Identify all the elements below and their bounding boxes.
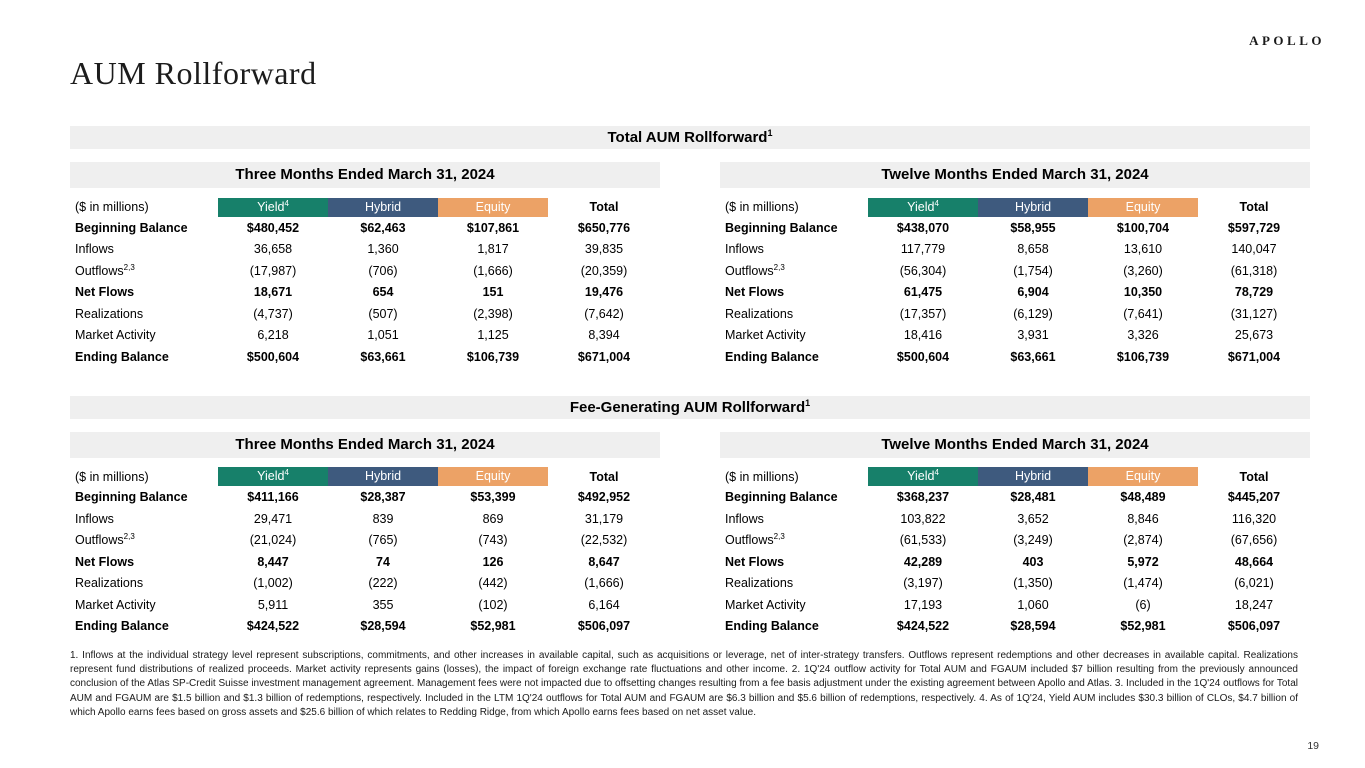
table-row [70, 551, 660, 573]
row-label-text: Market Activity [725, 328, 806, 343]
row-label [70, 350, 218, 364]
total-column-header: Total [1239, 200, 1269, 214]
cell-value: (22,532) [580, 533, 628, 548]
cell-value: $100,704 [1116, 220, 1170, 235]
segment-label: Hybrid [364, 199, 402, 214]
segment-header-equity [1088, 198, 1198, 217]
table-row [70, 594, 660, 616]
row-label [70, 285, 218, 299]
cell-value: 654 [372, 285, 394, 300]
cell-value: $445,207 [1227, 490, 1281, 505]
cell-value: (61,533) [899, 533, 947, 548]
row-label [70, 619, 218, 633]
row-label [70, 264, 218, 278]
segment-label: Yield [257, 199, 285, 214]
cell-value: (3,249) [1013, 533, 1053, 548]
row-label [70, 533, 218, 547]
cell-value: (102) [478, 597, 508, 612]
row-label [720, 533, 868, 547]
cell-value: $28,594 [360, 619, 406, 634]
segment-label: Yield [907, 199, 935, 214]
cell-value: (20,359) [580, 263, 628, 278]
table-header-row [720, 197, 1310, 217]
cell-value: $500,604 [896, 349, 950, 364]
unit-label: ($ in millions) [725, 200, 799, 214]
row-label [70, 555, 218, 569]
cell-value: (4,737) [253, 306, 293, 321]
cell-value: 3,326 [1127, 328, 1159, 343]
unit-label: ($ in millions) [75, 469, 149, 484]
row-label-text: Inflows [75, 511, 114, 526]
cell-value: $106,739 [466, 349, 520, 364]
segment-label: Hybrid [1014, 199, 1052, 214]
section-title: Total AUM Rollforward [607, 129, 768, 146]
row-label-text: Inflows [75, 242, 114, 257]
cell-value: 18,247 [1234, 597, 1274, 612]
cell-value: 1,360 [367, 242, 399, 257]
cell-value: (7,641) [1123, 306, 1163, 321]
total-column-header: Total [1239, 469, 1269, 484]
segment-header-hybrid [328, 467, 438, 486]
row-label-text: Ending Balance [75, 349, 169, 364]
cell-value: 6,904 [1017, 285, 1049, 300]
segment-label: Hybrid [1014, 469, 1052, 483]
table-row [70, 303, 660, 325]
segment-label: Equity [1125, 469, 1161, 483]
cell-value: 78,729 [1234, 285, 1274, 300]
row-label [720, 490, 868, 504]
segment-label: Equity [1125, 199, 1161, 214]
cell-value: 48,664 [1234, 554, 1274, 569]
cell-value: 3,652 [1017, 511, 1049, 526]
cell-value: (3,197) [903, 576, 943, 591]
cell-value: 103,822 [900, 511, 946, 526]
row-label-text: Net Flows [725, 285, 785, 300]
row-label [720, 350, 868, 364]
segment-header-yield [218, 467, 328, 486]
table-fgaum-twelve-months [720, 432, 1310, 638]
cell-value: (2,874) [1123, 533, 1163, 548]
cell-value: (6) [1135, 597, 1151, 612]
cell-value: 8,658 [1017, 242, 1049, 257]
cell-value: 1,817 [477, 242, 509, 257]
cell-value: $597,729 [1227, 220, 1281, 235]
footnotes: 1. Inflows at the individual strategy level represent subscriptions, commitments, and other increases in available capital, such as acquisitions or leverage, net of inter-strategy transfers. Outflows represent redemptions and other decreases in available capital. Realizations represent fund distributions of realized proceeds. Market activity represents gains (losses), the impact of foreign exchange rate fluctuations and other income. 2. 1Q'24 outflow activity for Total AUM and FGAUM included $7 billion resulting from the previously announced conclusion of the Atlas SP-Credit Suisse investment management agreement. Management fees were not impacted due to offsetting changes resulting from a fee basis adjustment under the existing agreement between Apollo and Atlas. 3. Included in the 1Q'24 outflows for Total AUM and FGAUM are $1.5 billion and $1.3 billion of redemptions, respectively. Included in the LTM 1Q'24 outflows for Total AUM and FGAUM are $6.3 billion and $5.6 billion of redemptions, respectively. 4. As of 1Q'24, Yield AUM includes $30.3 billion of CLOs, $4.7 billion of which Apollo earns fees based on gross assets and $25.6 billion of which relates to Redding Ridge, from which Apollo earns fees based on net asset value. [70, 650, 1298, 718]
section-title-band [70, 396, 1310, 419]
table-fgaum-three-months [70, 432, 660, 638]
period-title: Three Months Ended March 31, 2024 [70, 432, 660, 458]
cell-value: 8,447 [257, 554, 289, 569]
cell-value: (17,357) [899, 306, 947, 321]
table-row [70, 217, 660, 239]
row-label-text: Beginning Balance [725, 220, 838, 235]
table-row [720, 573, 1310, 595]
segment-label: Equity [475, 469, 511, 483]
cell-value: $500,604 [246, 349, 300, 364]
cell-value: 839 [372, 511, 394, 526]
row-label [70, 490, 218, 504]
segment-footnote-ref: 4 [284, 198, 289, 208]
row-label-text: Ending Balance [75, 619, 169, 634]
cell-value: 13,610 [1123, 242, 1163, 257]
cell-value: $52,981 [470, 619, 516, 634]
cell-value: (2,398) [473, 306, 513, 321]
unit-label: ($ in millions) [725, 469, 799, 484]
cell-value: 5,972 [1127, 554, 1159, 569]
cell-value: 39,835 [584, 242, 624, 257]
cell-value: 10,350 [1123, 285, 1163, 300]
segment-header-equity [438, 467, 548, 486]
segment-header-yield [218, 198, 328, 217]
row-label [70, 576, 218, 590]
cell-value: 8,846 [1127, 511, 1159, 526]
table-total-aum-three-months [70, 162, 660, 368]
cell-value: $63,661 [1010, 349, 1056, 364]
row-label-text: Beginning Balance [725, 490, 838, 505]
cell-value: (1,474) [1123, 576, 1163, 591]
cell-value: 3,931 [1017, 328, 1049, 343]
row-label-text: Outflows [725, 263, 774, 278]
row-footnote-ref: 2,3 [773, 262, 785, 272]
row-label [720, 555, 868, 569]
cell-value: 19,476 [584, 285, 624, 300]
section-tables [70, 162, 1310, 368]
cell-value: $58,955 [1010, 220, 1056, 235]
section-title-footnote-ref: 1 [767, 128, 773, 138]
segment-header-hybrid [328, 198, 438, 217]
segment-header-hybrid [978, 198, 1088, 217]
cell-value: $107,861 [466, 220, 520, 235]
cell-value: 6,218 [257, 328, 289, 343]
row-label [720, 619, 868, 633]
table-header-row [70, 467, 660, 487]
cell-value: (743) [478, 533, 508, 548]
cell-value: $424,522 [246, 619, 300, 634]
cell-value: (61,318) [1230, 263, 1278, 278]
row-label [720, 576, 868, 590]
row-label-text: Ending Balance [725, 619, 819, 634]
cell-value: 25,673 [1234, 328, 1274, 343]
cell-value: (67,656) [1230, 533, 1278, 548]
row-label-text: Inflows [725, 242, 764, 257]
cell-value: $53,399 [470, 490, 516, 505]
cell-value: 140,047 [1231, 242, 1277, 257]
table-row [720, 260, 1310, 282]
cell-value: 1,051 [367, 328, 399, 343]
cell-value: (442) [478, 576, 508, 591]
cell-value: $48,489 [1120, 490, 1166, 505]
cell-value: 29,471 [253, 511, 293, 526]
cell-value: (6,129) [1013, 306, 1053, 321]
table-row [720, 303, 1310, 325]
row-footnote-ref: 2,3 [773, 532, 785, 542]
cell-value: $506,097 [577, 619, 631, 634]
cell-value: $28,481 [1010, 490, 1056, 505]
table-row [70, 530, 660, 552]
row-label-text: Beginning Balance [75, 490, 188, 505]
cell-value: (765) [368, 533, 398, 548]
section-title: Fee-Generating AUM Rollforward [569, 398, 806, 416]
row-label [720, 598, 868, 612]
apollo-logo: APOLLO [1249, 33, 1325, 48]
row-label [720, 307, 868, 321]
cell-value: (1,002) [253, 576, 293, 591]
content-area [70, 126, 1310, 720]
aum-table [720, 467, 1310, 638]
cell-value: $671,004 [577, 349, 631, 364]
row-label-text: Market Activity [725, 597, 806, 612]
cell-value: 116,320 [1231, 511, 1277, 526]
table-row [70, 282, 660, 304]
section-fee-generating-aum [70, 396, 1310, 638]
row-label-text: Realizations [725, 306, 794, 321]
row-label [70, 307, 218, 321]
table-header-row [70, 197, 660, 217]
row-label-text: Ending Balance [725, 349, 819, 364]
segment-header-hybrid [978, 467, 1088, 486]
cell-value: 18,671 [253, 285, 293, 300]
row-label-text: Realizations [725, 576, 794, 591]
cell-value: 5,911 [257, 597, 289, 612]
segment-footnote-ref: 4 [934, 467, 939, 477]
row-label [720, 512, 868, 526]
table-row [70, 325, 660, 347]
cell-value: $424,522 [896, 619, 950, 634]
section-title-band [70, 126, 1310, 149]
row-label-text: Outflows [75, 533, 124, 548]
cell-value: $106,739 [1116, 349, 1170, 364]
row-label-text: Beginning Balance [75, 220, 188, 235]
cell-value: 18,416 [903, 328, 943, 343]
row-footnote-ref: 2,3 [123, 532, 135, 542]
cell-value: $671,004 [1227, 349, 1281, 364]
page-title: AUM Rollforward [70, 55, 317, 91]
segment-footnote-ref: 4 [934, 198, 939, 208]
row-label-text: Net Flows [75, 285, 135, 300]
section-title-footnote-ref: 1 [805, 397, 811, 408]
segment-header-equity [1088, 467, 1198, 486]
table-row [70, 508, 660, 530]
total-column-header: Total [589, 200, 619, 214]
table-row [70, 616, 660, 638]
cell-value: (6,021) [1234, 576, 1274, 591]
cell-value: (31,127) [1230, 306, 1278, 321]
table-row [70, 573, 660, 595]
row-label-text: Inflows [725, 511, 764, 526]
table-row [720, 594, 1310, 616]
period-title: Twelve Months Ended March 31, 2024 [720, 162, 1310, 188]
cell-value: $411,166 [247, 490, 299, 505]
row-label [720, 242, 868, 256]
row-label-text: Realizations [75, 576, 144, 591]
table-row [720, 487, 1310, 509]
cell-value: (21,024) [249, 533, 297, 548]
total-column-header: Total [589, 469, 619, 484]
cell-value: 17,193 [903, 597, 943, 612]
cell-value: 8,394 [588, 328, 620, 343]
table-row [720, 530, 1310, 552]
cell-value: $506,097 [1227, 619, 1281, 634]
cell-value: (1,350) [1013, 576, 1053, 591]
aum-table [70, 197, 660, 368]
cell-value: (507) [368, 306, 398, 321]
cell-value: $480,452 [246, 220, 300, 235]
period-title: Three Months Ended March 31, 2024 [70, 162, 660, 188]
cell-value: 8,647 [588, 554, 620, 569]
segment-label: Hybrid [364, 469, 402, 483]
cell-value: 1,060 [1017, 597, 1049, 612]
cell-value: (7,642) [584, 306, 624, 321]
row-label-text: Market Activity [75, 597, 156, 612]
cell-value: $28,594 [1010, 619, 1056, 634]
cell-value: (1,666) [584, 576, 624, 591]
segment-header-yield [868, 198, 978, 217]
cell-value: 61,475 [903, 285, 943, 300]
cell-value: $650,776 [577, 220, 631, 235]
segment-label: Equity [475, 199, 511, 214]
cell-value: 1,125 [477, 328, 509, 343]
row-label-text: Realizations [75, 306, 144, 321]
cell-value: (1,754) [1013, 263, 1053, 278]
cell-value: $28,387 [360, 490, 406, 505]
table-total-aum-twelve-months [720, 162, 1310, 368]
cell-value: $368,237 [896, 490, 950, 505]
row-label [720, 264, 868, 278]
cell-value: $52,981 [1120, 619, 1166, 634]
cell-value: 355 [372, 597, 394, 612]
cell-value: (222) [368, 576, 398, 591]
period-title: Twelve Months Ended March 31, 2024 [720, 432, 1310, 458]
table-row [720, 508, 1310, 530]
cell-value: $62,463 [360, 220, 406, 235]
segment-header-equity [438, 198, 548, 217]
section-tables [70, 432, 1310, 638]
table-row [70, 346, 660, 368]
row-label [70, 598, 218, 612]
row-label-text: Outflows [75, 263, 124, 278]
cell-value: $492,952 [577, 490, 631, 505]
row-label-text: Net Flows [725, 554, 785, 569]
table-row [720, 616, 1310, 638]
table-row [720, 282, 1310, 304]
page-number: 19 [1307, 740, 1319, 752]
cell-value: (706) [368, 263, 398, 278]
cell-value: 42,289 [903, 554, 943, 569]
row-label [70, 328, 218, 342]
row-label-text: Market Activity [75, 328, 156, 343]
segment-label: Yield [907, 469, 935, 483]
segment-label: Yield [257, 469, 285, 483]
cell-value: 74 [376, 554, 390, 569]
table-row [720, 217, 1310, 239]
cell-value: (56,304) [899, 263, 947, 278]
cell-value: (17,987) [249, 263, 297, 278]
aum-table [70, 467, 660, 638]
cell-value: (1,666) [473, 263, 513, 278]
cell-value: 869 [482, 511, 504, 526]
row-label [720, 221, 868, 235]
table-header-row [720, 467, 1310, 487]
table-row [720, 551, 1310, 573]
segment-header-yield [868, 467, 978, 486]
table-row [720, 239, 1310, 261]
cell-value: $63,661 [360, 349, 406, 364]
cell-value: 403 [1022, 554, 1044, 569]
table-row [70, 239, 660, 261]
row-label-text: Net Flows [75, 554, 135, 569]
segment-footnote-ref: 4 [284, 467, 289, 477]
table-row [70, 487, 660, 509]
cell-value: 117,779 [900, 242, 946, 257]
cell-value: (3,260) [1123, 263, 1163, 278]
row-label [720, 328, 868, 342]
aum-table [720, 197, 1310, 368]
cell-value: 126 [482, 554, 504, 569]
cell-value: 6,164 [588, 597, 620, 612]
cell-value: 31,179 [584, 511, 624, 526]
cell-value: 36,658 [253, 242, 293, 257]
row-label [720, 285, 868, 299]
row-label [70, 242, 218, 256]
table-row [720, 325, 1310, 347]
table-row [720, 346, 1310, 368]
row-footnote-ref: 2,3 [123, 262, 135, 272]
row-label-text: Outflows [725, 533, 774, 548]
cell-value: $438,070 [896, 220, 950, 235]
row-label [70, 512, 218, 526]
row-label [70, 221, 218, 235]
cell-value: 151 [482, 285, 504, 300]
section-total-aum [70, 126, 1310, 368]
unit-label: ($ in millions) [75, 200, 149, 214]
table-row [70, 260, 660, 282]
